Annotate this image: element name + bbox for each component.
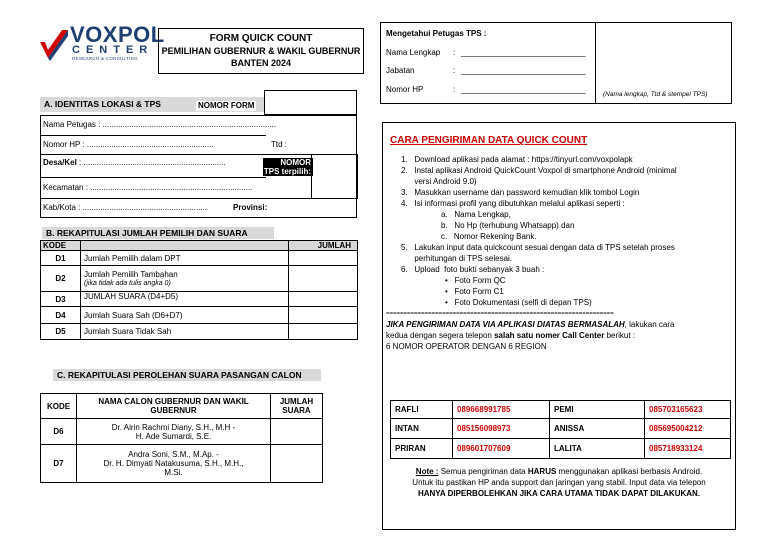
checkmark-logo-icon	[38, 28, 70, 62]
alt-line-2	[386, 331, 635, 341]
header-line3: BANTEN 2024	[230, 58, 292, 68]
bullet-text: Foto Form C1	[454, 287, 504, 296]
jumlah-input[interactable]	[289, 266, 358, 292]
col-nama-calon: NAMA CALON GUBERNUR DAN WAKIL GUBERNUR	[77, 394, 271, 419]
form-header	[158, 28, 364, 74]
table-row	[41, 419, 323, 445]
officer-field-jabatan-line[interactable]: ____________________________	[461, 66, 586, 75]
bullet-item	[445, 298, 592, 308]
alt-line2c: berikut :	[604, 331, 636, 340]
officer-field-name-label: Nama Lengkap	[386, 48, 441, 57]
nomor-hp-field[interactable]: Nomor HP : .........................................................	[43, 140, 214, 149]
officer-field-name-line[interactable]: ____________________________	[461, 48, 586, 57]
section-b-title: B. REKAPITULASI JUMLAH PEMILIH DAN SUARA	[42, 227, 274, 239]
instructions-title: CARA PENGIRIMAN DATA QUICK COUNT	[390, 135, 588, 146]
desc-cell: Jumlah Suara Sah (D6+D7)	[81, 307, 289, 324]
desa-dots: : ................................................................	[76, 158, 226, 167]
candidate-line2: Dr. H. Dimyati Natakusuma, S.H., M.H.,	[103, 459, 244, 468]
kode-cell: D7	[41, 445, 77, 483]
instructions-box	[382, 122, 736, 530]
officer-box	[380, 22, 732, 104]
section-b-table	[40, 240, 358, 340]
alt-line-1	[386, 320, 674, 330]
table-row	[41, 266, 358, 292]
candidate-line3: M.Si.	[164, 468, 183, 477]
contact-row	[391, 439, 731, 459]
step-4: 4. Isi informasi profil yang dibutuhkan melalui aplikasi seperti :	[401, 199, 625, 208]
header-line1: FORM QUICK COUNT	[209, 33, 313, 44]
contact-phone[interactable]: 085156098973	[453, 419, 550, 439]
col-kode: KODE	[41, 394, 77, 419]
desa-field[interactable]	[43, 158, 226, 168]
candidate-line1: Dr. Airin Rachmi Diany, S.H., M.H -	[111, 422, 236, 432]
jumlah-input[interactable]	[289, 251, 358, 266]
note-1b: HARUS	[527, 467, 557, 476]
logo-brand-mid: CENTER	[72, 44, 154, 56]
bullet-icon: •	[445, 298, 455, 307]
note-line-3: HANYA DIPERBOLEHKAN JIKA CARA UTAMA TIDAK DAPAT DILAKUKAN.	[417, 489, 701, 498]
officer-field-name-sep: :	[453, 48, 456, 57]
note-label: Note :	[415, 467, 439, 476]
kecamatan-field[interactable]: Kecamatan : .........................................................................	[43, 183, 253, 192]
candidate-line2: H. Ade Sumardi, S.E.	[135, 431, 212, 441]
voxpol-logo	[38, 22, 165, 64]
contact-phone[interactable]: 089668991785	[453, 401, 550, 419]
section-a-title: A. IDENTITAS LOKASI & TPS	[44, 99, 161, 109]
col-kode: KODE	[41, 241, 81, 251]
step-5b: perhitungan di TPS selesai.	[401, 254, 513, 263]
contact-phone[interactable]: 085718933124	[645, 439, 731, 459]
officer-field-jabatan-label: Jabatan	[386, 66, 415, 75]
kabkota-field[interactable]: Kab/Kota : ........................................................	[43, 203, 208, 212]
note-1c: menggunakan aplikasi berbasis Android.	[556, 467, 703, 476]
bullet-icon: •	[445, 276, 455, 285]
table-row	[41, 324, 358, 340]
desc-main: Jumlah Pemilih Tambahan	[84, 269, 178, 279]
contact-name: ANISSA	[550, 419, 645, 439]
desc-cell: JUMLAH SUARA (D4+D5)	[81, 292, 289, 307]
nomor-form-label: NOMOR FORM	[198, 101, 255, 110]
candidate-line1: Andra Soni, S.M., M.Ap. -	[128, 450, 219, 459]
step-4b: b. No Hp (terhubung Whatsapp) dan	[441, 221, 575, 230]
note-1a: Semua pengiriman data	[438, 467, 528, 476]
jumlah-input[interactable]	[289, 307, 358, 324]
col-jumlah-suara: JUMLAH SUARA	[271, 394, 323, 419]
contact-name: LALITA	[550, 439, 645, 459]
logo-brand-top: VOXPOL	[70, 22, 165, 47]
desa-label: Desa/Kel	[43, 158, 77, 167]
provinsi-label: Provinsi:	[233, 203, 268, 212]
officer-field-hp-sep: :	[453, 85, 456, 94]
sign-note: (Nama lengkap, Ttd & stempel TPS)	[603, 91, 708, 98]
table-row	[41, 251, 358, 266]
desc-cell	[81, 266, 289, 292]
jumlah-suara-input[interactable]	[271, 445, 323, 483]
col-jumlah: JUMLAH	[289, 241, 358, 251]
alt-line2a: kedua dengan segera telepon	[386, 331, 495, 340]
contact-phone[interactable]: 085695004212	[645, 419, 731, 439]
jumlah-input[interactable]	[289, 292, 358, 307]
contact-phone[interactable]: 085703165623	[645, 401, 731, 419]
section-a-header	[40, 97, 264, 112]
contact-row	[391, 419, 731, 439]
contact-row	[391, 401, 731, 419]
ttd-label: Ttd :	[271, 140, 288, 149]
header-line2: PEMILIHAN GUBERNUR & WAKIL GUBERNUR	[161, 46, 361, 56]
contact-table	[390, 400, 731, 459]
step-2b: versi Android 9.0)	[401, 177, 477, 186]
officer-field-hp-label: Nomor HP	[386, 85, 424, 94]
desc-cell: Jumlah Suara Tidak Sah	[81, 324, 289, 340]
contact-name: PEMI	[550, 401, 645, 419]
logo-brand-sub: RESEARCH & CONSULTING	[72, 56, 138, 61]
step-4a: a. Nama Lengkap,	[441, 210, 511, 219]
step-4c: c. Nomor Rekening Bank.	[441, 232, 537, 241]
nomor-form-box[interactable]	[264, 90, 357, 115]
alt-line2b: salah satu nomer Call Center	[494, 331, 605, 340]
officer-field-hp-line[interactable]: ____________________________	[461, 85, 586, 94]
step-2: 2. Instal aplikasi Android QuickCount Voxpol di smartphone Android (minimal	[401, 166, 677, 175]
alt-rest: , lakukan cara	[624, 320, 675, 329]
contact-name: PRIRAN	[391, 439, 453, 459]
nama-petugas-field[interactable]: Nama Petugas : ..............................................................................	[43, 120, 276, 129]
jumlah-suara-input[interactable]	[271, 419, 323, 445]
table-row	[41, 307, 358, 324]
divider: =================================================================	[386, 311, 614, 317]
contact-phone[interactable]: 089601707609	[453, 439, 550, 459]
step-3: 3. Masukkan username dan password kemudian klik tombol Login	[401, 188, 640, 197]
section-c-title: C. REKAPITULASI PEROLEHAN SUARA PASANGAN CALON	[53, 369, 321, 381]
table-row	[41, 445, 323, 483]
contact-name: RAFLI	[391, 401, 453, 419]
step-6: 6. Upload foto bukti sebanyak 3 buah :	[401, 265, 545, 274]
desc-note: (jika tidak ada tulis angka 0)	[84, 279, 171, 287]
bullet-icon: •	[445, 287, 455, 296]
contact-name: INTAN	[391, 419, 453, 439]
alt-line-3: 6 NOMOR OPERATOR DENGAN 6 REGION	[386, 342, 547, 351]
nomor-tps-label: NOMOR TPS terpilih:	[263, 158, 311, 176]
table-row	[41, 292, 358, 307]
kode-cell: D6	[41, 419, 77, 445]
bullet-item	[445, 276, 506, 286]
step-5: 5. Lakukan input data quickcount sesuai dengan data di TPS setelah proses	[401, 243, 675, 252]
candidate-cell	[77, 445, 271, 483]
bullet-item	[445, 287, 504, 297]
kode-cell: D3	[41, 292, 81, 307]
kode-cell: D2	[41, 266, 81, 292]
section-a-body	[40, 115, 357, 218]
note-line-1	[383, 467, 735, 477]
col-desc	[81, 241, 289, 251]
bullet-text: Foto Dokumentasi (selfi di depan TPS)	[454, 298, 592, 307]
bullet-text: Foto Form QC	[454, 276, 506, 285]
officer-title: Mengetahui Petugas TPS :	[386, 29, 487, 38]
step-1: 1. Download aplikasi pada alamat : https://tinyurl.com/voxpolapk	[401, 155, 633, 164]
kode-cell: D5	[41, 324, 81, 340]
kode-cell: D1	[41, 251, 81, 266]
jumlah-input[interactable]	[289, 324, 358, 340]
note-line-2: Untuk itu pastikan HP anda support dan jaringan yang stabil. Input data via telepon	[412, 478, 706, 487]
desc-cell: Jumlah Pemilih dalam DPT	[81, 251, 289, 266]
officer-field-jabatan-sep: :	[453, 66, 456, 75]
candidate-cell	[77, 419, 271, 445]
section-c-table	[40, 393, 323, 483]
kode-cell: D4	[41, 307, 81, 324]
nomor-tps-box[interactable]	[311, 154, 358, 199]
alt-bold: JIKA PENGIRIMAN DATA VIA APLIKASI DIATAS BERMASALAH	[386, 320, 625, 329]
